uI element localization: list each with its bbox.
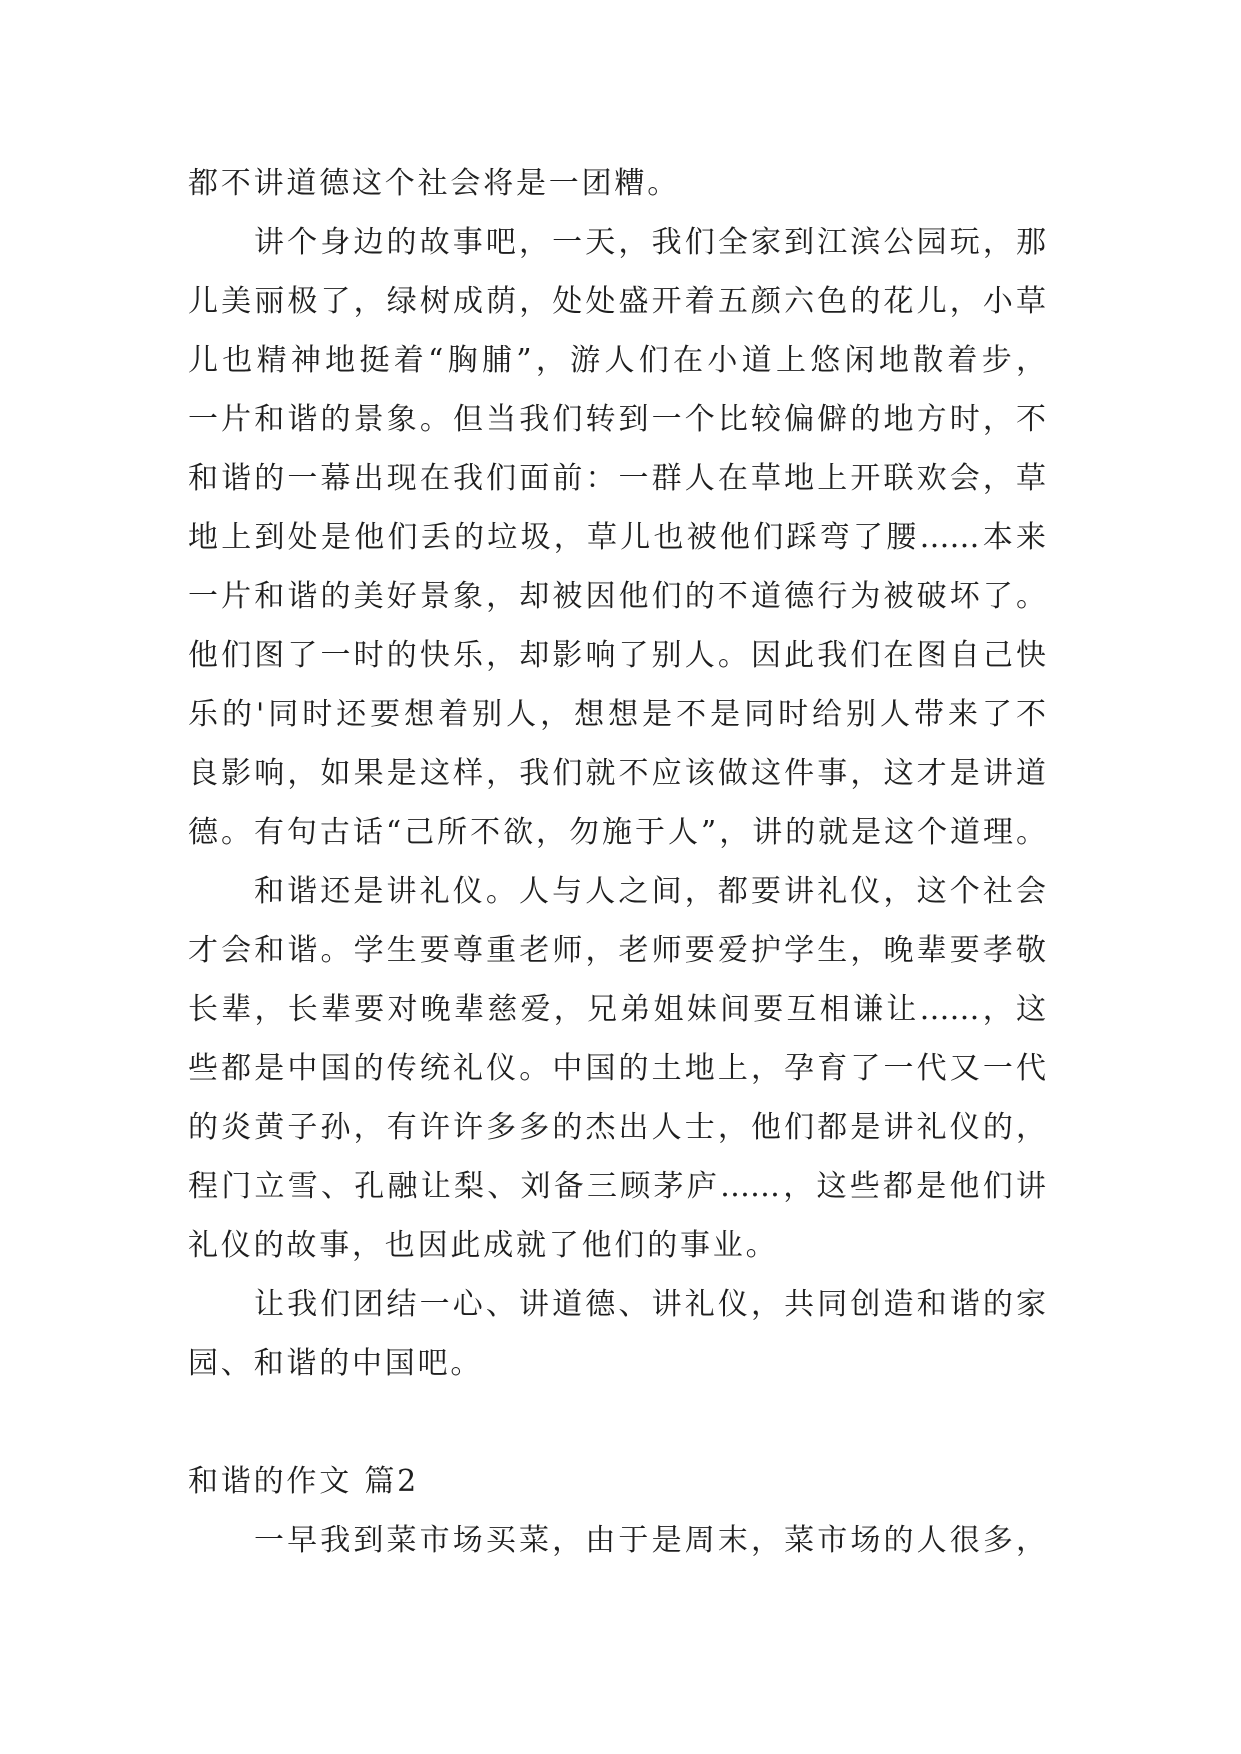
- text-line: 和谐还是讲礼仪。人与人之间，都要讲礼仪，这个社会: [254, 874, 1046, 909]
- text-column: [188, 154, 1046, 1570]
- text-line: 讲个身边的故事吧，一天，我们全家到江滨公园玩，那: [254, 225, 1046, 260]
- text-line: 程门立雪、孔融让梨、刘备三顾茅庐……，这些都是他们讲: [188, 1169, 1046, 1204]
- text-line: 儿美丽极了，绿树成荫，处处盛开着五颜六色的花儿，小草: [188, 284, 1046, 319]
- text-line: 的炎黄子孙，有许许多多的杰出人士，他们都是讲礼仪的，: [188, 1110, 1046, 1145]
- text-line: 礼仪的故事，也因此成就了他们的事业。: [188, 1228, 779, 1263]
- text-line: 才会和谐。学生要尊重老师，老师要爱护学生，晚辈要孝敬: [188, 933, 1046, 968]
- paragraph: [188, 213, 1046, 862]
- paragraph: [188, 154, 1046, 213]
- text-line: 乐的'同时还要想着别人，想想是不是同时给别人带来了不: [188, 697, 1046, 732]
- text-line: 地上到处是他们丢的垃圾，草儿也被他们踩弯了腰……本来: [188, 520, 1046, 555]
- text-line: 一片和谐的美好景象，却被因他们的不道德行为被破坏了。: [188, 579, 1046, 614]
- text-line: 他们图了一时的快乐，却影响了别人。因此我们在图自己快: [188, 638, 1046, 673]
- text-line: 让我们团结一心、讲道德、讲礼仪，共同创造和谐的家: [254, 1287, 1046, 1322]
- text-line: 和谐的一幕出现在我们面前：一群人在草地上开联欢会，草: [188, 461, 1046, 496]
- text-line: 儿也精神地挺着“胸脯”，游人们在小道上悠闲地散着步，: [188, 343, 1046, 378]
- text-line: 园、和谐的中国吧。: [188, 1346, 484, 1381]
- text-line: 都不讲道德这个社会将是一团糟。: [188, 166, 680, 201]
- section-title: 和谐的作文 篇2: [188, 1464, 420, 1499]
- paragraph: [188, 862, 1046, 1275]
- text-line: 长辈，长辈要对晚辈慈爱，兄弟姐妹间要互相谦让……，这: [188, 992, 1046, 1027]
- text-line: 良影响，如果是这样，我们就不应该做这件事，这才是讲道: [188, 756, 1046, 791]
- paragraph: [188, 1275, 1046, 1393]
- text-line: 一片和谐的景象。但当我们转到一个比较偏僻的地方时，不: [188, 402, 1046, 437]
- paragraph: [188, 1511, 1046, 1570]
- blank-line: [188, 1393, 1046, 1452]
- text-line: 德。有句古话“己所不欲，勿施于人”，讲的就是这个道理。: [188, 815, 1046, 850]
- text-line: 一早我到菜市场买菜，由于是周末，菜市场的人很多，: [254, 1523, 1046, 1558]
- text-line: 些都是中国的传统礼仪。中国的土地上，孕育了一代又一代: [188, 1051, 1046, 1086]
